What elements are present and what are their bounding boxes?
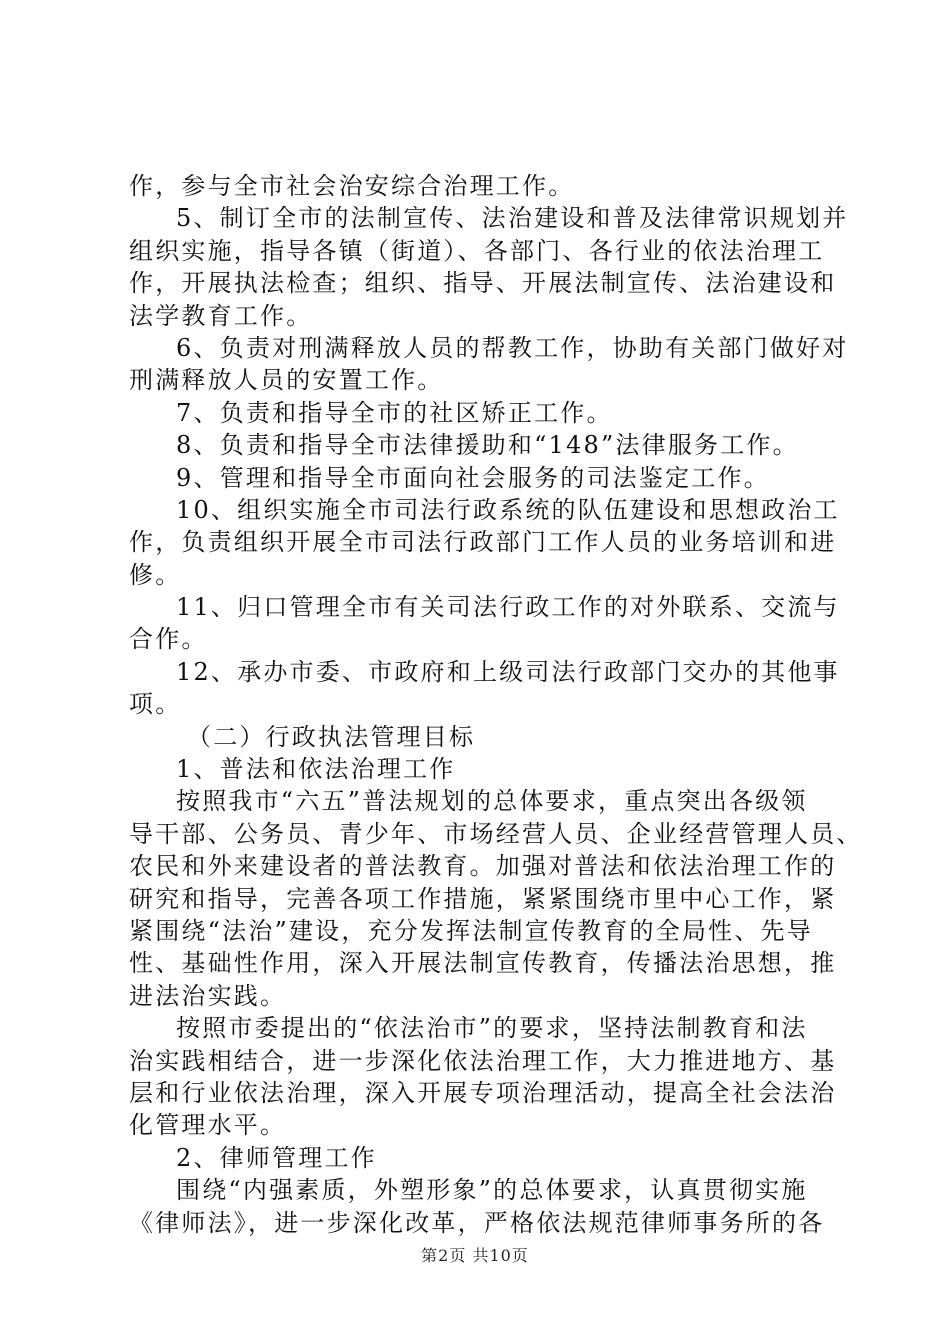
text-line: 《律师法》，进一步深化改革，严格依法规范律师事务所的各 [129, 1208, 825, 1237]
text-line: 导干部、公务员、青少年、市场经营人员、企业经营管理人员、 [129, 819, 863, 848]
paragraph [129, 1142, 834, 1174]
text-line: 法学教育工作。 [129, 301, 313, 330]
paragraph [129, 656, 840, 721]
text-line: 组织实施，指导各镇（街道）、各部门、各行业的依法治理工 [129, 236, 825, 265]
text-line: 按照市委提出的“依法治市”的要求，坚持法制教育和法 [176, 1014, 808, 1043]
text-line: 刑满释放人员的安置工作。 [129, 366, 444, 395]
paragraph [129, 494, 840, 591]
text-line: 作，参与全市社会治安综合治理工作。 [129, 172, 575, 200]
paragraph [129, 429, 834, 461]
paragraph [129, 202, 849, 332]
text-line: 9、管理和指导全市面向社会服务的司法鉴定工作。 [176, 463, 770, 492]
text-line: 紧围绕“法治”建设，充分发挥法制宣传教育的全局性、先导 [129, 916, 813, 945]
page-footer: 第2页 共10页 [421, 1246, 529, 1265]
text-line: 12、承办市委、市政府和上级司法行政部门交办的其他事 [176, 657, 840, 686]
text-line: 按照我市“六五”普法规划的总体要求，重点突出各级领 [176, 787, 808, 816]
text-line: 性、基础性作用，深入开展法制宣传教育，传播法治思想，推 [129, 949, 837, 978]
paragraph [129, 753, 834, 785]
text-line: （二）行政执法管理目标 [187, 722, 476, 751]
paragraph [129, 397, 834, 429]
text-line: 修。 [129, 560, 182, 589]
text-line: 6、负责对刑满释放人员的帮教工作，协助有关部门做好对 [176, 333, 849, 362]
paragraph [129, 170, 834, 202]
text-line: 8、负责和指导全市法律援助和“148”法律服务工作。 [176, 431, 799, 460]
text-line: 层和行业依法治理，深入开展专项治理活动，提高全社会法治 [129, 1078, 837, 1107]
text-line: 10、组织实施全市司法行政系统的队伍建设和思想政治工 [176, 495, 840, 524]
text-line: 进法治实践。 [129, 981, 287, 1010]
text-line: 5、制订全市的法制宣传、法治建设和普及法律常识规划并 [176, 204, 849, 233]
text-line: 治实践相结合，进一步深化依法治理工作，大力推进地方、基 [129, 1046, 837, 1075]
paragraph [129, 1174, 834, 1239]
document-body [129, 170, 863, 1239]
text-line: 1、普法和依法治理工作 [176, 755, 456, 784]
paragraph [129, 785, 863, 1012]
text-line: 2、律师管理工作 [176, 1143, 377, 1172]
paragraph [129, 332, 849, 397]
section-heading [129, 721, 834, 753]
paragraph [129, 1012, 837, 1142]
text-line: 合作。 [129, 625, 208, 654]
text-line: 农民和外来建设者的普法教育。加强对普法和依法治理工作的 [129, 852, 837, 881]
text-line: 化管理水平。 [129, 1111, 287, 1140]
text-line: 11、归口管理全市有关司法行政工作的对外联系、交流与 [176, 593, 840, 622]
paragraph [129, 591, 840, 656]
paragraph [129, 462, 834, 494]
text-line: 研究和指导，完善各项工作措施，紧紧围绕市里中心工作，紧 [129, 884, 837, 913]
text-line: 作，负责组织开展全市司法行政部门工作人员的业务培训和进 [129, 528, 837, 557]
text-line: 围绕“内强素质，外塑形象”的总体要求，认真贯彻实施 [176, 1176, 808, 1205]
text-line: 项。 [129, 690, 182, 719]
text-line: 作，开展执法检查；组织、指导、开展法制宣传、法治建设和 [129, 269, 837, 298]
text-line: 7、负责和指导全市的社区矫正工作。 [176, 398, 613, 427]
